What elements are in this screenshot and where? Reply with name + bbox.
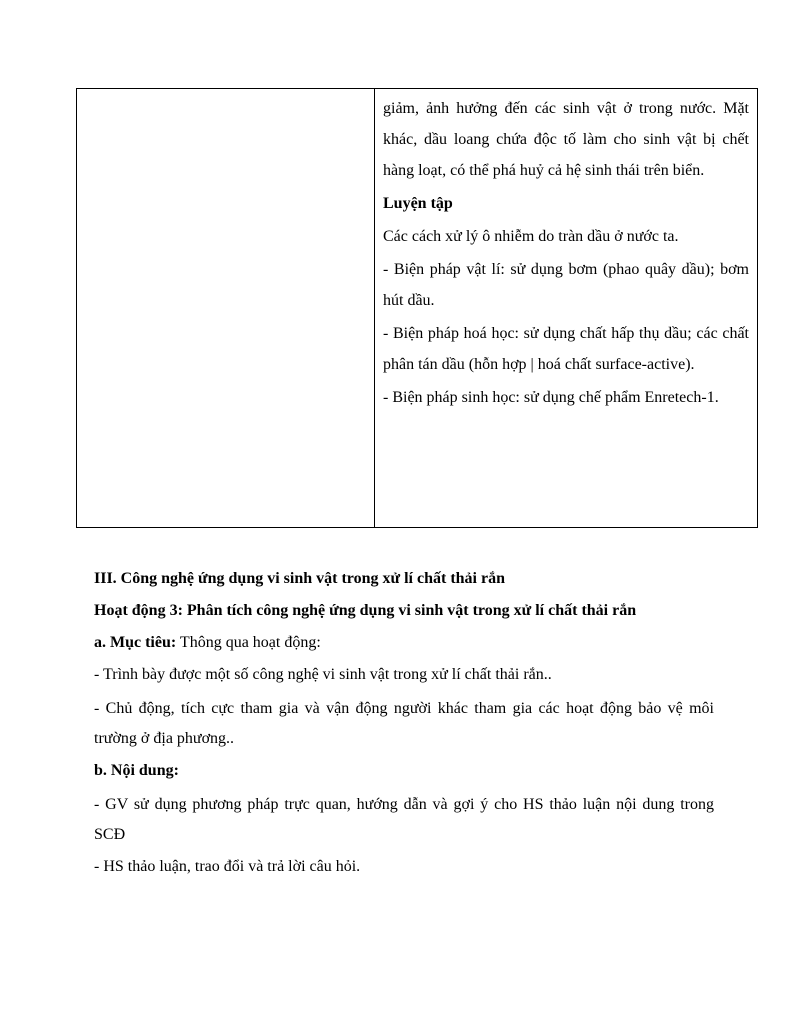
- chemical-method: - Biện pháp hoá học: sử dụng chất hấp thụ dầu; các chất phân tán dầu (hỗn hợp | hoá chất surface-active).: [383, 325, 749, 373]
- goal-item-2: - Chủ động, tích cực tham gia và vận động người khác tham gia các hoạt động bảo vệ môi trường ở địa phương..: [94, 700, 714, 747]
- treatment-intro: Các cách xử lý ô nhiễm do tràn dầu ở nước ta.: [383, 228, 679, 245]
- goal-item-1: - Trình bày được một số công nghệ vi sinh vật trong xử lí chất thải rắn..: [94, 666, 552, 683]
- goal-line: [94, 630, 714, 656]
- goal-text: Thông qua hoạt động:: [176, 634, 321, 651]
- table-right-cell: [375, 89, 757, 527]
- content-item-2: - HS thảo luận, trao đổi và trả lời câu hỏi.: [94, 858, 361, 875]
- physical-method: - Biện pháp vật lí: sử dụng bơm (phao quây dầu); bơm hút dầu.: [383, 261, 749, 309]
- content-label: b. Nội dung:: [94, 762, 179, 779]
- table-left-cell: [77, 89, 375, 527]
- section-heading: III. Công nghệ ứng dụng vi sinh vật trong xử lí chất thải rắn: [94, 570, 505, 587]
- activity-heading: Hoạt động 3: Phân tích công nghệ ứng dụng vi sinh vật trong xử lí chất thải rắn: [94, 602, 637, 619]
- section-solid-waste: [94, 566, 714, 886]
- biological-method: - Biện pháp sinh học: sử dụng chế phẩm Enretech-1.: [383, 389, 719, 406]
- practice-heading: Luyện tập: [383, 195, 453, 212]
- activity-table: [76, 88, 758, 528]
- goal-label: a. Mục tiêu:: [94, 634, 177, 651]
- content-item-1: - GV sử dụng phương pháp trực quan, hướng dẫn và gợi ý cho HS thảo luận nội dung trong SCĐ: [94, 796, 714, 843]
- oil-spill-paragraph: giảm, ảnh hưởng đến các sinh vật ở trong nước. Mặt khác, dầu loang chứa độc tố làm cho sinh vật bị chết hàng loạt, có thể phá huỷ cả hệ sinh thái trên biển.: [383, 100, 749, 179]
